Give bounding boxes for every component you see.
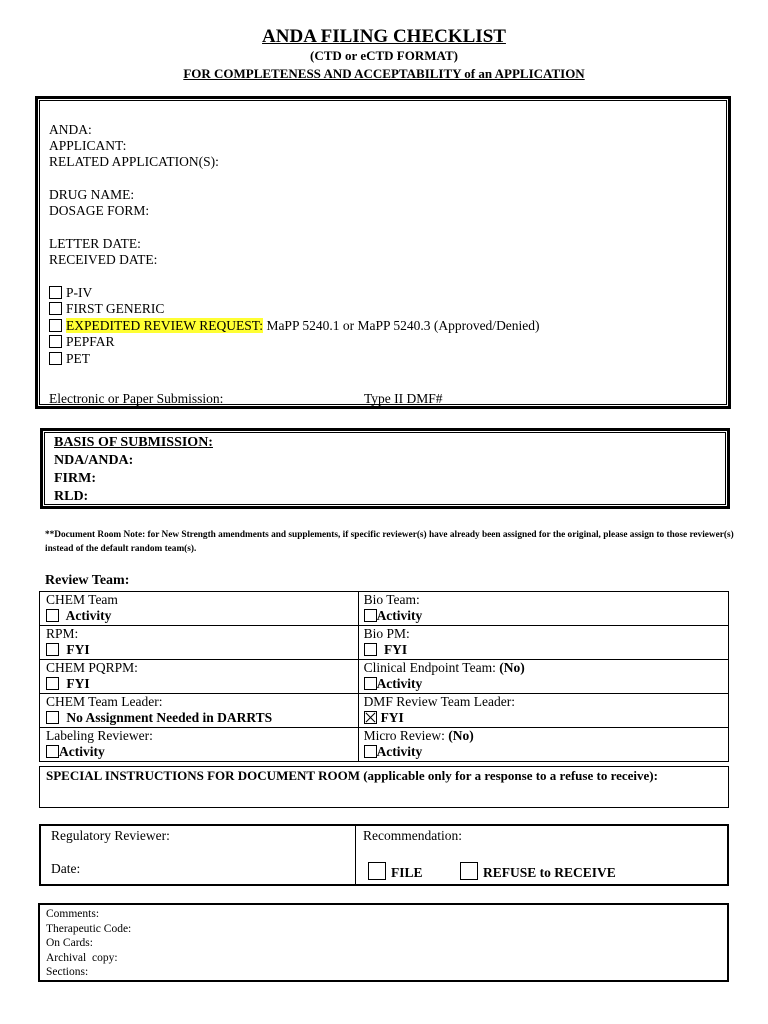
labeling-checkbox[interactable] <box>46 745 59 758</box>
review-team-title: Review Team: <box>45 573 130 588</box>
chem-team-cell <box>40 592 359 626</box>
piv-label: P-IV <box>66 285 93 300</box>
pet-option <box>49 351 90 367</box>
rpm-option: FYI <box>66 642 90 657</box>
letter-date-label: LETTER DATE: <box>49 236 141 251</box>
first-generic-option <box>49 301 164 317</box>
first-generic-label: FIRST GENERIC <box>66 301 165 316</box>
chem-team-checkbox[interactable] <box>46 609 59 622</box>
piv-checkbox[interactable] <box>49 286 62 299</box>
application-info-box <box>35 96 731 409</box>
applicant-label: APPLICANT: <box>49 138 127 153</box>
bio-pm-cell <box>358 626 728 660</box>
basis-heading: BASIS OF SUBMISSION: <box>54 435 213 450</box>
submission-type-label: Electronic or Paper Submission: <box>49 391 224 406</box>
special-instructions-box <box>39 766 729 808</box>
bio-pm-checkbox[interactable] <box>364 643 377 656</box>
page-subtitle: (CTD or eCTD FORMAT) <box>310 48 458 63</box>
pepfar-label: PEPFAR <box>66 334 115 349</box>
clinical-endpoint-option: Activity <box>376 676 423 691</box>
rpm-label: RPM: <box>46 626 79 641</box>
clinical-endpoint-no: (No) <box>499 660 525 675</box>
comments-box <box>38 903 729 982</box>
dmf-number-label: Type II DMF# <box>364 391 443 406</box>
dmf-leader-label: DMF Review Team Leader: <box>363 694 515 709</box>
table-row <box>40 592 729 626</box>
page-subtitle-2: FOR COMPLETENESS AND ACCEPTABILITY of an APPLICATION <box>183 66 585 81</box>
clinical-endpoint-checkbox[interactable] <box>364 677 377 690</box>
comments-label: Comments: <box>46 908 100 920</box>
recommendation-label: Recommendation: <box>363 828 462 843</box>
bio-team-checkbox[interactable] <box>364 609 377 622</box>
chem-pqrpm-cell <box>40 660 359 694</box>
special-instructions-label: SPECIAL INSTRUCTIONS FOR DOCUMENT ROOM (applicable only for a response to a refuse to receive): <box>46 768 658 783</box>
first-generic-checkbox[interactable] <box>49 302 62 315</box>
received-date-label: RECEIVED DATE: <box>49 252 158 267</box>
clinical-endpoint-cell <box>358 660 728 694</box>
nda-anda-label: NDA/ANDA: <box>54 453 134 468</box>
archival-copy-label: Archival copy: <box>46 951 118 964</box>
micro-review-no: (No) <box>448 728 474 743</box>
related-applications-label: RELATED APPLICATION(S): <box>49 154 219 169</box>
labeling-label: Labeling Reviewer: <box>46 728 153 743</box>
micro-review-cell <box>358 728 728 762</box>
micro-review-option: Activity <box>376 744 423 759</box>
page-title: ANDA FILING CHECKLIST <box>262 26 506 47</box>
chem-leader-cell <box>40 694 359 728</box>
bio-pm-label: Bio PM: <box>363 626 410 641</box>
expedited-mapp-text: MaPP 5240.1 or MaPP 5240.3 (Approved/Denied) <box>263 318 540 333</box>
bio-team-cell <box>358 592 728 626</box>
recommendation-box <box>39 824 729 886</box>
bio-pm-option: FYI <box>383 642 408 657</box>
micro-review-label: Micro Review: <box>363 728 449 743</box>
dosage-form-label: DOSAGE FORM: <box>49 203 150 218</box>
dmf-leader-cell <box>358 694 728 728</box>
pepfar-checkbox[interactable] <box>49 335 62 348</box>
chem-team-label: CHEM Team <box>46 592 118 607</box>
chem-pqrpm-checkbox[interactable] <box>46 677 59 690</box>
sections-label: Sections: <box>46 966 89 978</box>
review-team-table <box>39 591 729 762</box>
rpm-checkbox[interactable] <box>46 643 59 656</box>
refuse-option <box>460 862 616 881</box>
bio-team-label: Bio Team: <box>363 592 420 607</box>
chem-pqrpm-option: FYI <box>66 676 90 691</box>
anda-label: ANDA: <box>49 122 92 137</box>
dmf-leader-option: FYI <box>380 710 404 725</box>
drug-name-label: DRUG NAME: <box>49 187 135 202</box>
expedited-option <box>49 318 540 334</box>
table-row <box>40 694 729 728</box>
chem-leader-checkbox[interactable] <box>46 711 59 724</box>
date-label: Date: <box>51 861 81 876</box>
table-row <box>40 728 729 762</box>
chem-team-option: Activity <box>65 608 112 623</box>
firm-label: FIRM: <box>54 471 96 486</box>
micro-review-checkbox[interactable] <box>364 745 377 758</box>
expedited-checkbox[interactable] <box>49 319 62 332</box>
file-checkbox[interactable] <box>368 862 386 880</box>
clinical-endpoint-label: Clinical Endpoint Team: <box>363 660 500 675</box>
pet-checkbox[interactable] <box>49 352 62 365</box>
piv-option <box>49 285 92 301</box>
table-row <box>40 660 729 694</box>
regulatory-reviewer-label: Regulatory Reviewer: <box>51 828 170 843</box>
chem-leader-option: No Assignment Needed in DARRTS <box>66 710 273 725</box>
expedited-label: EXPEDITED REVIEW REQUEST: <box>66 318 264 333</box>
file-option <box>368 862 423 881</box>
on-cards-label: On Cards: <box>46 937 93 949</box>
chem-pqrpm-label: CHEM PQRPM: <box>46 660 138 675</box>
refuse-label: REFUSE to RECEIVE <box>483 865 616 880</box>
chem-leader-label: CHEM Team Leader: <box>46 694 163 709</box>
pepfar-option <box>49 334 115 350</box>
labeling-option: Activity <box>59 744 105 759</box>
refuse-checkbox[interactable] <box>460 862 478 880</box>
basis-of-submission-box <box>40 428 730 509</box>
file-label: FILE <box>391 865 423 880</box>
table-row <box>40 626 729 660</box>
therapeutic-code-label: Therapeutic Code: <box>46 922 132 935</box>
rld-label: RLD: <box>54 489 89 504</box>
bio-team-option: Activity <box>376 608 423 623</box>
rpm-cell <box>40 626 359 660</box>
dmf-leader-checked-checkbox[interactable] <box>364 711 377 724</box>
document-room-note: **Document Room Note: for New Strength amendments and supplements, if specific reviewer(s) have already been assigned for the original, please assign to those reviewer(s) instead of the default random team(s). <box>45 530 734 554</box>
labeling-cell <box>40 728 359 762</box>
pet-label: PET <box>66 351 91 366</box>
